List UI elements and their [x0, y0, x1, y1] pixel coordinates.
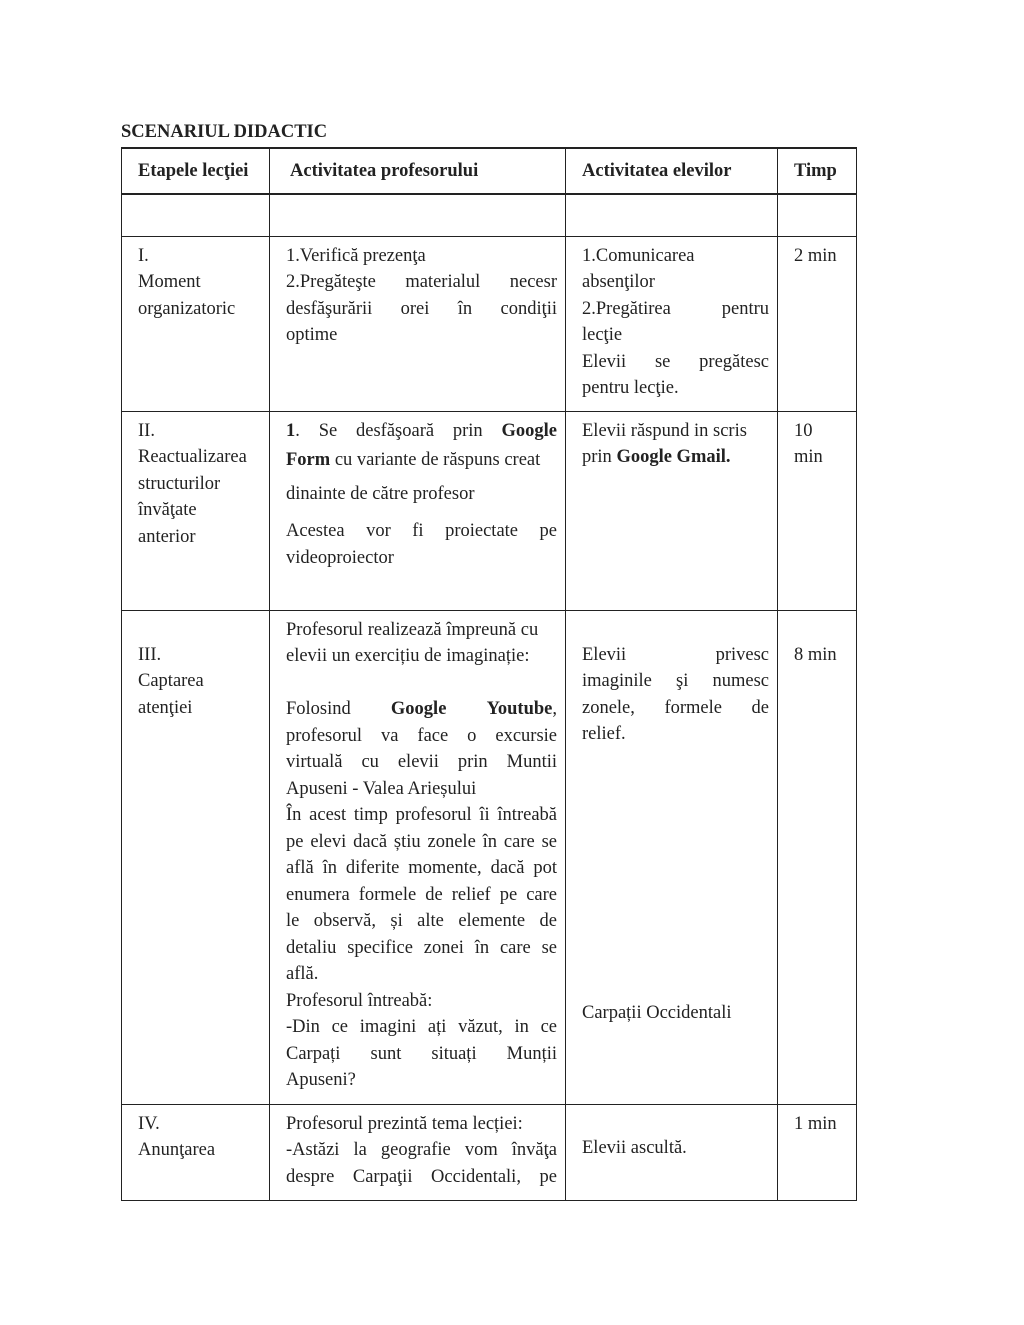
teacher-activity-cell [270, 236, 566, 411]
teacher-line: Carpați sunt situați Munții [286, 1043, 557, 1064]
text-span: . Se desfăşoară prin [295, 420, 502, 441]
table-row-organizational [122, 236, 857, 411]
table-header-row [122, 148, 857, 194]
table-row-empty [122, 194, 857, 236]
student-line: zonele, formele de [582, 697, 769, 718]
empty-cell [566, 194, 778, 236]
student-activity-cell [566, 1104, 778, 1200]
student-line: Elevii ascultă. [582, 1137, 687, 1158]
teacher-line: Profesorul realizează împreună cu [286, 619, 539, 640]
stage-number: III. [138, 644, 162, 665]
stage-name-line: învăţate [138, 500, 197, 520]
teacher-line: Profesorul prezintă tema lecției: [286, 1113, 523, 1134]
teacher-line: -Din ce imagini ați văzut, in ce [286, 1017, 557, 1037]
student-line: Elevii răspund in scris [582, 420, 747, 441]
teacher-line: Acestea vor fi proiectate pe [286, 521, 557, 541]
header-time: Timp [778, 148, 857, 194]
teacher-line: videoproiector [286, 547, 394, 568]
header-student-activity: Activitatea elevilor [566, 148, 778, 194]
teacher-line: 2.Pregăteşte materialul necesr [286, 272, 557, 292]
teacher-line: optime [286, 325, 338, 345]
stage-cell [122, 236, 270, 411]
bold-google: Google [390, 699, 447, 719]
student-activity-cell [566, 411, 778, 610]
teacher-line: Apuseni? [286, 1070, 356, 1090]
lesson-plan-table [121, 147, 857, 1201]
stage-number: II. [138, 420, 155, 441]
text-span: , [552, 699, 557, 719]
student-answer: Carpații Occidentali [582, 1002, 732, 1023]
time-value: 10 [794, 420, 813, 441]
student-line [582, 444, 769, 471]
student-line: lecţie [582, 325, 623, 345]
header-stage: Etapele lecţiei [122, 148, 270, 194]
teacher-line [286, 418, 557, 445]
student-activity-cell [566, 236, 778, 411]
teacher-line: dinainte de către profesor [286, 484, 475, 504]
student-line: imaginile şi numesc [582, 671, 769, 691]
bold-number: 1 [286, 420, 296, 441]
empty-cell [122, 194, 270, 236]
stage-name-line: structurilor [138, 473, 221, 494]
student-line: relief. [582, 724, 626, 744]
teacher-line: află. [286, 964, 319, 984]
stage-number: IV. [138, 1113, 160, 1134]
stage-name-line: atenţiei [138, 697, 193, 718]
teacher-line: Apuseni - Valea Arieșului [286, 778, 477, 799]
teacher-line: -Astăzi la geografie vom învăţa [286, 1140, 557, 1160]
time-cell [778, 1104, 857, 1200]
stage-name-line: Moment [138, 272, 201, 292]
teacher-activity-cell [270, 1104, 566, 1200]
stage-name-line: Anunţarea [138, 1140, 216, 1160]
time-value: 8 min [794, 644, 837, 665]
stage-cell [122, 1104, 270, 1200]
student-activity-cell [566, 610, 778, 1104]
text-span: prin [582, 447, 617, 467]
teacher-line: le observă, și alte elemente de [286, 911, 557, 931]
student-line: pentru lecţie. [582, 378, 679, 398]
bold-google: Google [501, 420, 557, 441]
teacher-line: desfăşurării orei în condiţii [286, 298, 557, 319]
bold-youtube: Youtube [486, 699, 553, 719]
stage-name-line: anterior [138, 526, 196, 547]
teacher-line: despre Carpaţii Occidentali, pe [286, 1166, 557, 1187]
table-row-review [122, 411, 857, 610]
teacher-line: enumera formele de relief pe care [286, 884, 557, 905]
stage-name-line: Captarea [138, 671, 204, 691]
time-unit: min [794, 447, 823, 467]
time-value: 2 min [794, 245, 837, 266]
student-line: 2.Pregătirea pentru [582, 298, 769, 319]
document-title: SCENARIUL DIDACTIC [121, 122, 328, 142]
table-row-announcement [122, 1104, 857, 1200]
header-teacher-activity: Activitatea profesorului [270, 148, 566, 194]
stage-number: I. [138, 245, 149, 266]
teacher-line [286, 696, 557, 723]
text-span: cu variante de răspuns creat [330, 450, 541, 470]
stage-cell [122, 610, 270, 1104]
student-line: Elevii se pregătesc [582, 351, 769, 372]
teacher-line: elevii un exercițiu de imaginație: [286, 646, 530, 666]
text-span: Folosind [286, 699, 391, 719]
time-cell [778, 236, 857, 411]
stage-name-line: Reactualizarea [138, 447, 247, 467]
teacher-line: 1.Verifică prezenţa [286, 245, 426, 266]
teacher-line: În acest timp profesorul îi întreabă [286, 805, 557, 825]
teacher-activity-cell [270, 610, 566, 1104]
table-row-attention [122, 610, 857, 1104]
stage-cell [122, 411, 270, 610]
time-cell [778, 610, 857, 1104]
teacher-line [286, 444, 557, 476]
teacher-line: detaliu specifice zonei în care se [286, 937, 557, 958]
bold-form: Form [286, 450, 331, 470]
teacher-line: virtuală cu elevii prin Muntii [286, 752, 557, 772]
teacher-activity-cell [270, 411, 566, 610]
student-line: 1.Comunicarea [582, 245, 695, 266]
stage-name-line: organizatoric [138, 298, 236, 319]
time-value: 1 min [794, 1113, 837, 1134]
student-line: absenţilor [582, 272, 655, 292]
teacher-line: Profesorul întreabă: [286, 990, 433, 1011]
empty-cell [778, 194, 857, 236]
empty-cell [270, 194, 566, 236]
teacher-line: pe elevi dacă știu zonele în care se [286, 831, 557, 852]
teacher-line: află în diferite momente, dacă pot [286, 858, 557, 878]
bold-google-gmail: Google Gmail. [616, 447, 731, 467]
student-line: Elevii privesc [582, 644, 769, 665]
teacher-line: profesorul va face o excursie [286, 725, 557, 746]
time-cell [778, 411, 857, 610]
